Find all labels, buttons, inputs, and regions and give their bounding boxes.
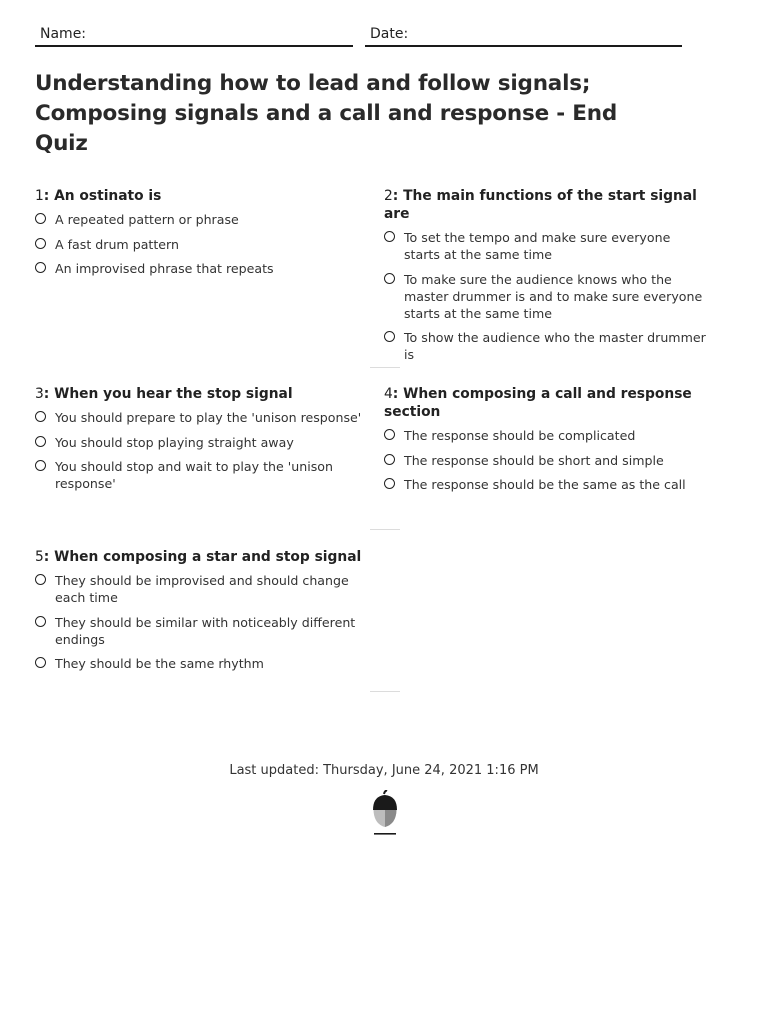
radio-button-icon[interactable] [35, 262, 46, 273]
last-updated: Last updated: Thursday, June 24, 2021 1:16 PM [229, 763, 539, 778]
answer-text: You should prepare to play the 'unison response' [55, 410, 362, 425]
question-2-heading: 2: The main functions of the start signal are [384, 188, 697, 222]
section-divider [370, 367, 400, 368]
quiz-title: Understanding how to lead and follow signals; Composing signals and a call and response - End Quiz [35, 71, 618, 156]
answer-option[interactable] [384, 476, 709, 493]
radio-button-icon[interactable] [35, 238, 46, 249]
question-3 [35, 385, 365, 500]
answer-text: You should stop and wait to play the 'unison response' [55, 459, 333, 491]
radio-button-icon[interactable] [384, 273, 395, 284]
answer-option[interactable] [384, 229, 709, 263]
acorn-stem [384, 791, 387, 794]
section-divider [370, 529, 400, 530]
radio-button-icon[interactable] [384, 331, 395, 342]
radio-button-icon[interactable] [35, 460, 46, 471]
answer-option[interactable] [35, 409, 365, 426]
acorn-body-shade [385, 810, 397, 827]
question-5-heading: 5: When composing a star and stop signal [35, 549, 362, 565]
radio-button-icon[interactable] [35, 657, 46, 668]
question-4-heading: 4: When composing a call and response section [384, 386, 692, 420]
answer-text: You should stop playing straight away [55, 434, 294, 450]
answer-option[interactable] [35, 236, 365, 253]
answer-text: An improvised phrase that repeats [55, 261, 274, 276]
question-number: 4 [384, 386, 393, 402]
question-2 [384, 187, 709, 371]
radio-button-icon[interactable] [384, 454, 395, 465]
answer-option[interactable] [35, 572, 365, 606]
radio-button-icon[interactable] [384, 478, 395, 489]
answer-option[interactable] [35, 458, 365, 492]
answer-text: They should be improvised and should change each time [55, 573, 349, 605]
answer-text: To show the audience who the master drummer is [404, 330, 706, 362]
question-prompt: The main functions of the start signal are [384, 188, 697, 222]
answer-text: To set the tempo and make sure everyone starts at the same time [404, 230, 671, 262]
answer-option[interactable] [384, 452, 709, 469]
answer-text: They should be similar with noticeably different endings [55, 614, 356, 647]
answer-text: The response should be the same as the call [404, 477, 686, 492]
question-number: 1 [35, 188, 44, 204]
question-number: 3 [35, 386, 44, 402]
question-number: 2 [384, 188, 393, 204]
question-1 [35, 187, 365, 285]
answer-option[interactable] [35, 211, 365, 228]
name-field[interactable] [35, 23, 353, 47]
date-field[interactable] [365, 23, 682, 47]
answer-option[interactable] [384, 427, 709, 444]
radio-button-icon[interactable] [35, 574, 46, 585]
question-prompt: When you hear the stop signal [54, 386, 293, 402]
question-number: 5 [35, 549, 44, 565]
answer-option[interactable] [35, 614, 365, 648]
radio-button-icon[interactable] [384, 429, 395, 440]
answer-option[interactable] [35, 434, 365, 451]
radio-button-icon[interactable] [384, 231, 395, 242]
answer-text: To make sure the audience knows who the master drummer is and to make sure everyone starts at the same time [404, 271, 703, 321]
answer-text: They should be the same rhythm [55, 656, 264, 671]
question-prompt: When composing a star and stop signal [54, 549, 362, 565]
date-label: Date: [370, 26, 409, 42]
section-divider [370, 691, 400, 692]
radio-button-icon[interactable] [35, 213, 46, 224]
acorn-icon [371, 790, 399, 838]
answer-text: A repeated pattern or phrase [55, 212, 239, 227]
acorn-base-line [374, 833, 396, 835]
radio-button-icon[interactable] [35, 616, 46, 627]
question-5 [35, 548, 365, 680]
question-prompt: When composing a call and response section [384, 386, 692, 420]
question-prompt: An ostinato is [54, 188, 162, 204]
acorn-cap [373, 795, 397, 810]
answer-option[interactable] [35, 260, 365, 277]
answer-option[interactable] [35, 655, 365, 672]
question-1-heading: 1: An ostinato is [35, 188, 162, 204]
radio-button-icon[interactable] [35, 436, 46, 447]
answer-text: A fast drum pattern [55, 236, 179, 252]
answer-option[interactable] [384, 329, 709, 363]
answer-text: The response should be short and simple [404, 452, 664, 468]
radio-button-icon[interactable] [35, 411, 46, 422]
question-4 [384, 385, 709, 501]
answer-option[interactable] [384, 271, 709, 322]
name-label: Name: [40, 26, 87, 42]
answer-text: The response should be complicated [404, 428, 636, 443]
question-3-heading: 3: When you hear the stop signal [35, 386, 293, 402]
